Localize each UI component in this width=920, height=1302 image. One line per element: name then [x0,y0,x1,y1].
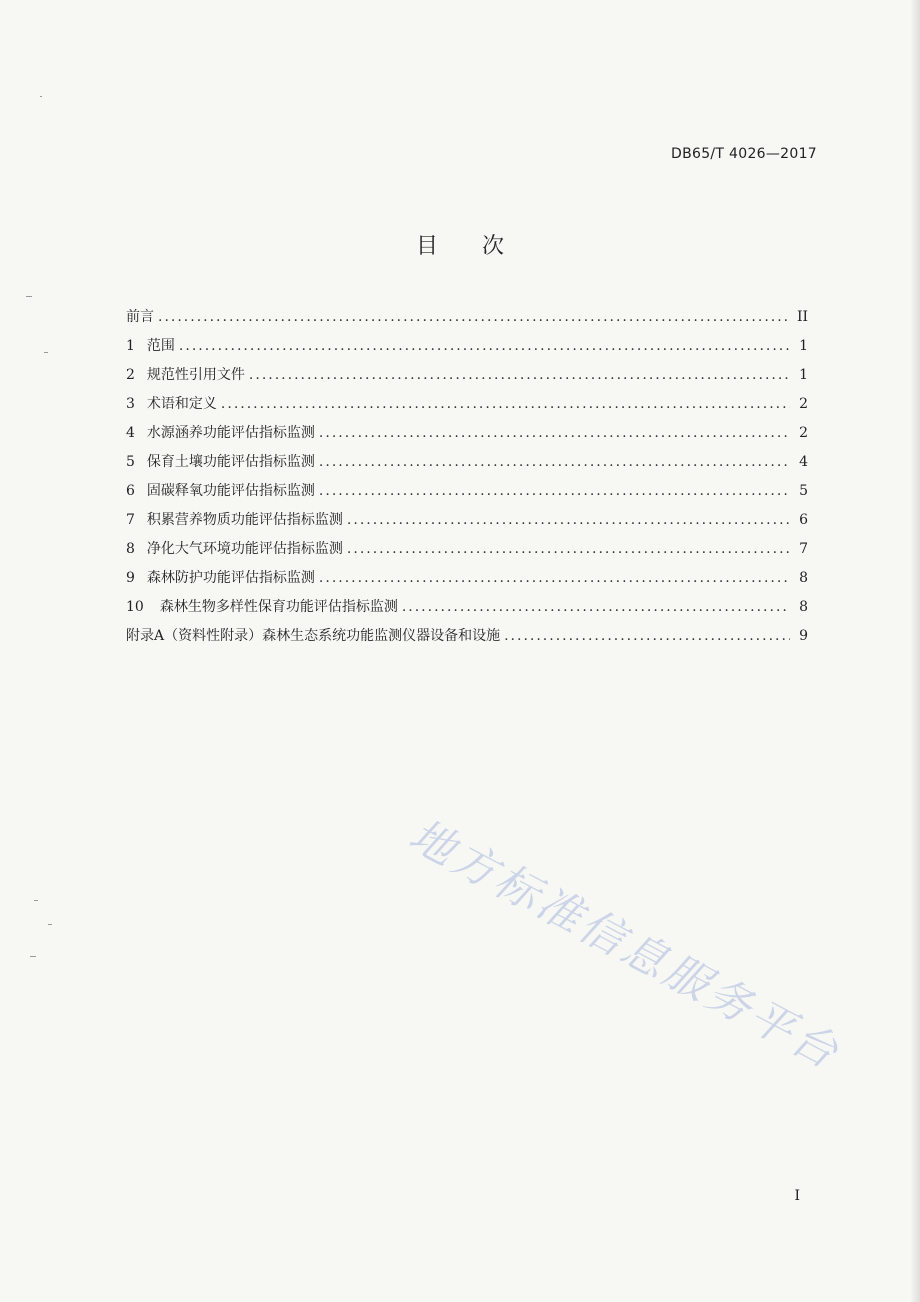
toc-entry-number: 6 [126,483,135,499]
toc-dot-leader [504,622,790,651]
toc-dot-leader [158,303,790,332]
toc-entry[interactable] [126,390,808,419]
toc-dot-leader [319,448,790,477]
toc-entry-title: 附录A（资料性附录）森林生态系统功能监测仪器设备和设施 [126,628,501,644]
toc-entry-number: 8 [126,541,135,557]
toc-dot-leader [347,506,790,535]
toc-dot-leader [249,361,790,390]
toc-entry-title: 术语和定义 [146,396,217,412]
toc-entry-title: 前言 [126,309,154,325]
toc-entry[interactable] [126,622,808,651]
footer-page-number: I [794,1188,800,1204]
toc-entry[interactable] [126,535,808,564]
toc-entry-number: 3 [126,396,135,412]
toc-entry-number: 1 [126,338,135,354]
toc-entry-page: 8 [799,599,808,615]
toc-entry-page: 5 [799,483,808,499]
toc-entry-title: 保育土壤功能评估指标监测 [146,454,315,470]
toc-entry-title: 森林生物多样性保育功能评估指标监测 [159,599,398,615]
toc-entry-page: 6 [799,512,808,528]
toc-entry[interactable] [126,419,808,448]
toc-entry-number: 4 [126,425,135,441]
toc-entry-page: 1 [799,367,808,383]
toc-dot-leader [319,564,790,593]
toc-entry-page: 2 [799,425,808,441]
toc-entry-page: 2 [799,396,808,412]
toc-dot-leader [402,593,790,622]
toc-entry[interactable] [126,332,808,361]
toc-entry-page: 7 [799,541,808,557]
toc-entry[interactable] [126,303,808,332]
toc-entry-page: 8 [799,570,808,586]
toc-entry-page: 1 [799,338,808,354]
toc-entry[interactable] [126,593,808,622]
toc-dot-leader [319,419,790,448]
toc-entry-title: 净化大气环境功能评估指标监测 [146,541,343,557]
toc-entry-title: 水源涵养功能评估指标监测 [146,425,315,441]
toc-entry-page: 9 [799,628,808,644]
toc-entry-number: 5 [126,454,135,470]
toc-entry-number: 9 [126,570,135,586]
toc-entry-title: 规范性引用文件 [146,367,245,383]
toc-entry[interactable] [126,448,808,477]
toc-dot-leader [221,390,790,419]
toc-entry-number: 7 [126,512,135,528]
toc-entry-title: 范围 [146,338,175,354]
toc-entry-title: 森林防护功能评估指标监测 [146,570,315,586]
toc-entry[interactable] [126,506,808,535]
scan-edge-shadow [910,0,920,1302]
toc-entry-number: 10 [126,599,144,615]
standard-code: DB65/T 4026—2017 [671,146,817,162]
toc-dot-leader [179,332,790,361]
toc-dot-leader [319,477,790,506]
toc-entry-number: 2 [126,367,135,383]
toc-entry-page: II [796,309,808,325]
toc-title: 目次 [415,234,548,259]
toc-entry[interactable] [126,361,808,390]
toc-entry[interactable] [126,477,808,506]
toc-entry-title: 积累营养物质功能评估指标监测 [146,512,343,528]
toc-entry[interactable] [126,564,808,593]
toc-dot-leader [347,535,790,564]
toc-entry-page: 4 [799,454,808,470]
toc-entry-title: 固碳释氧功能评估指标监测 [146,483,315,499]
watermark-text: 地方标准信息服务平台 [400,809,849,1081]
table-of-contents [126,303,808,651]
